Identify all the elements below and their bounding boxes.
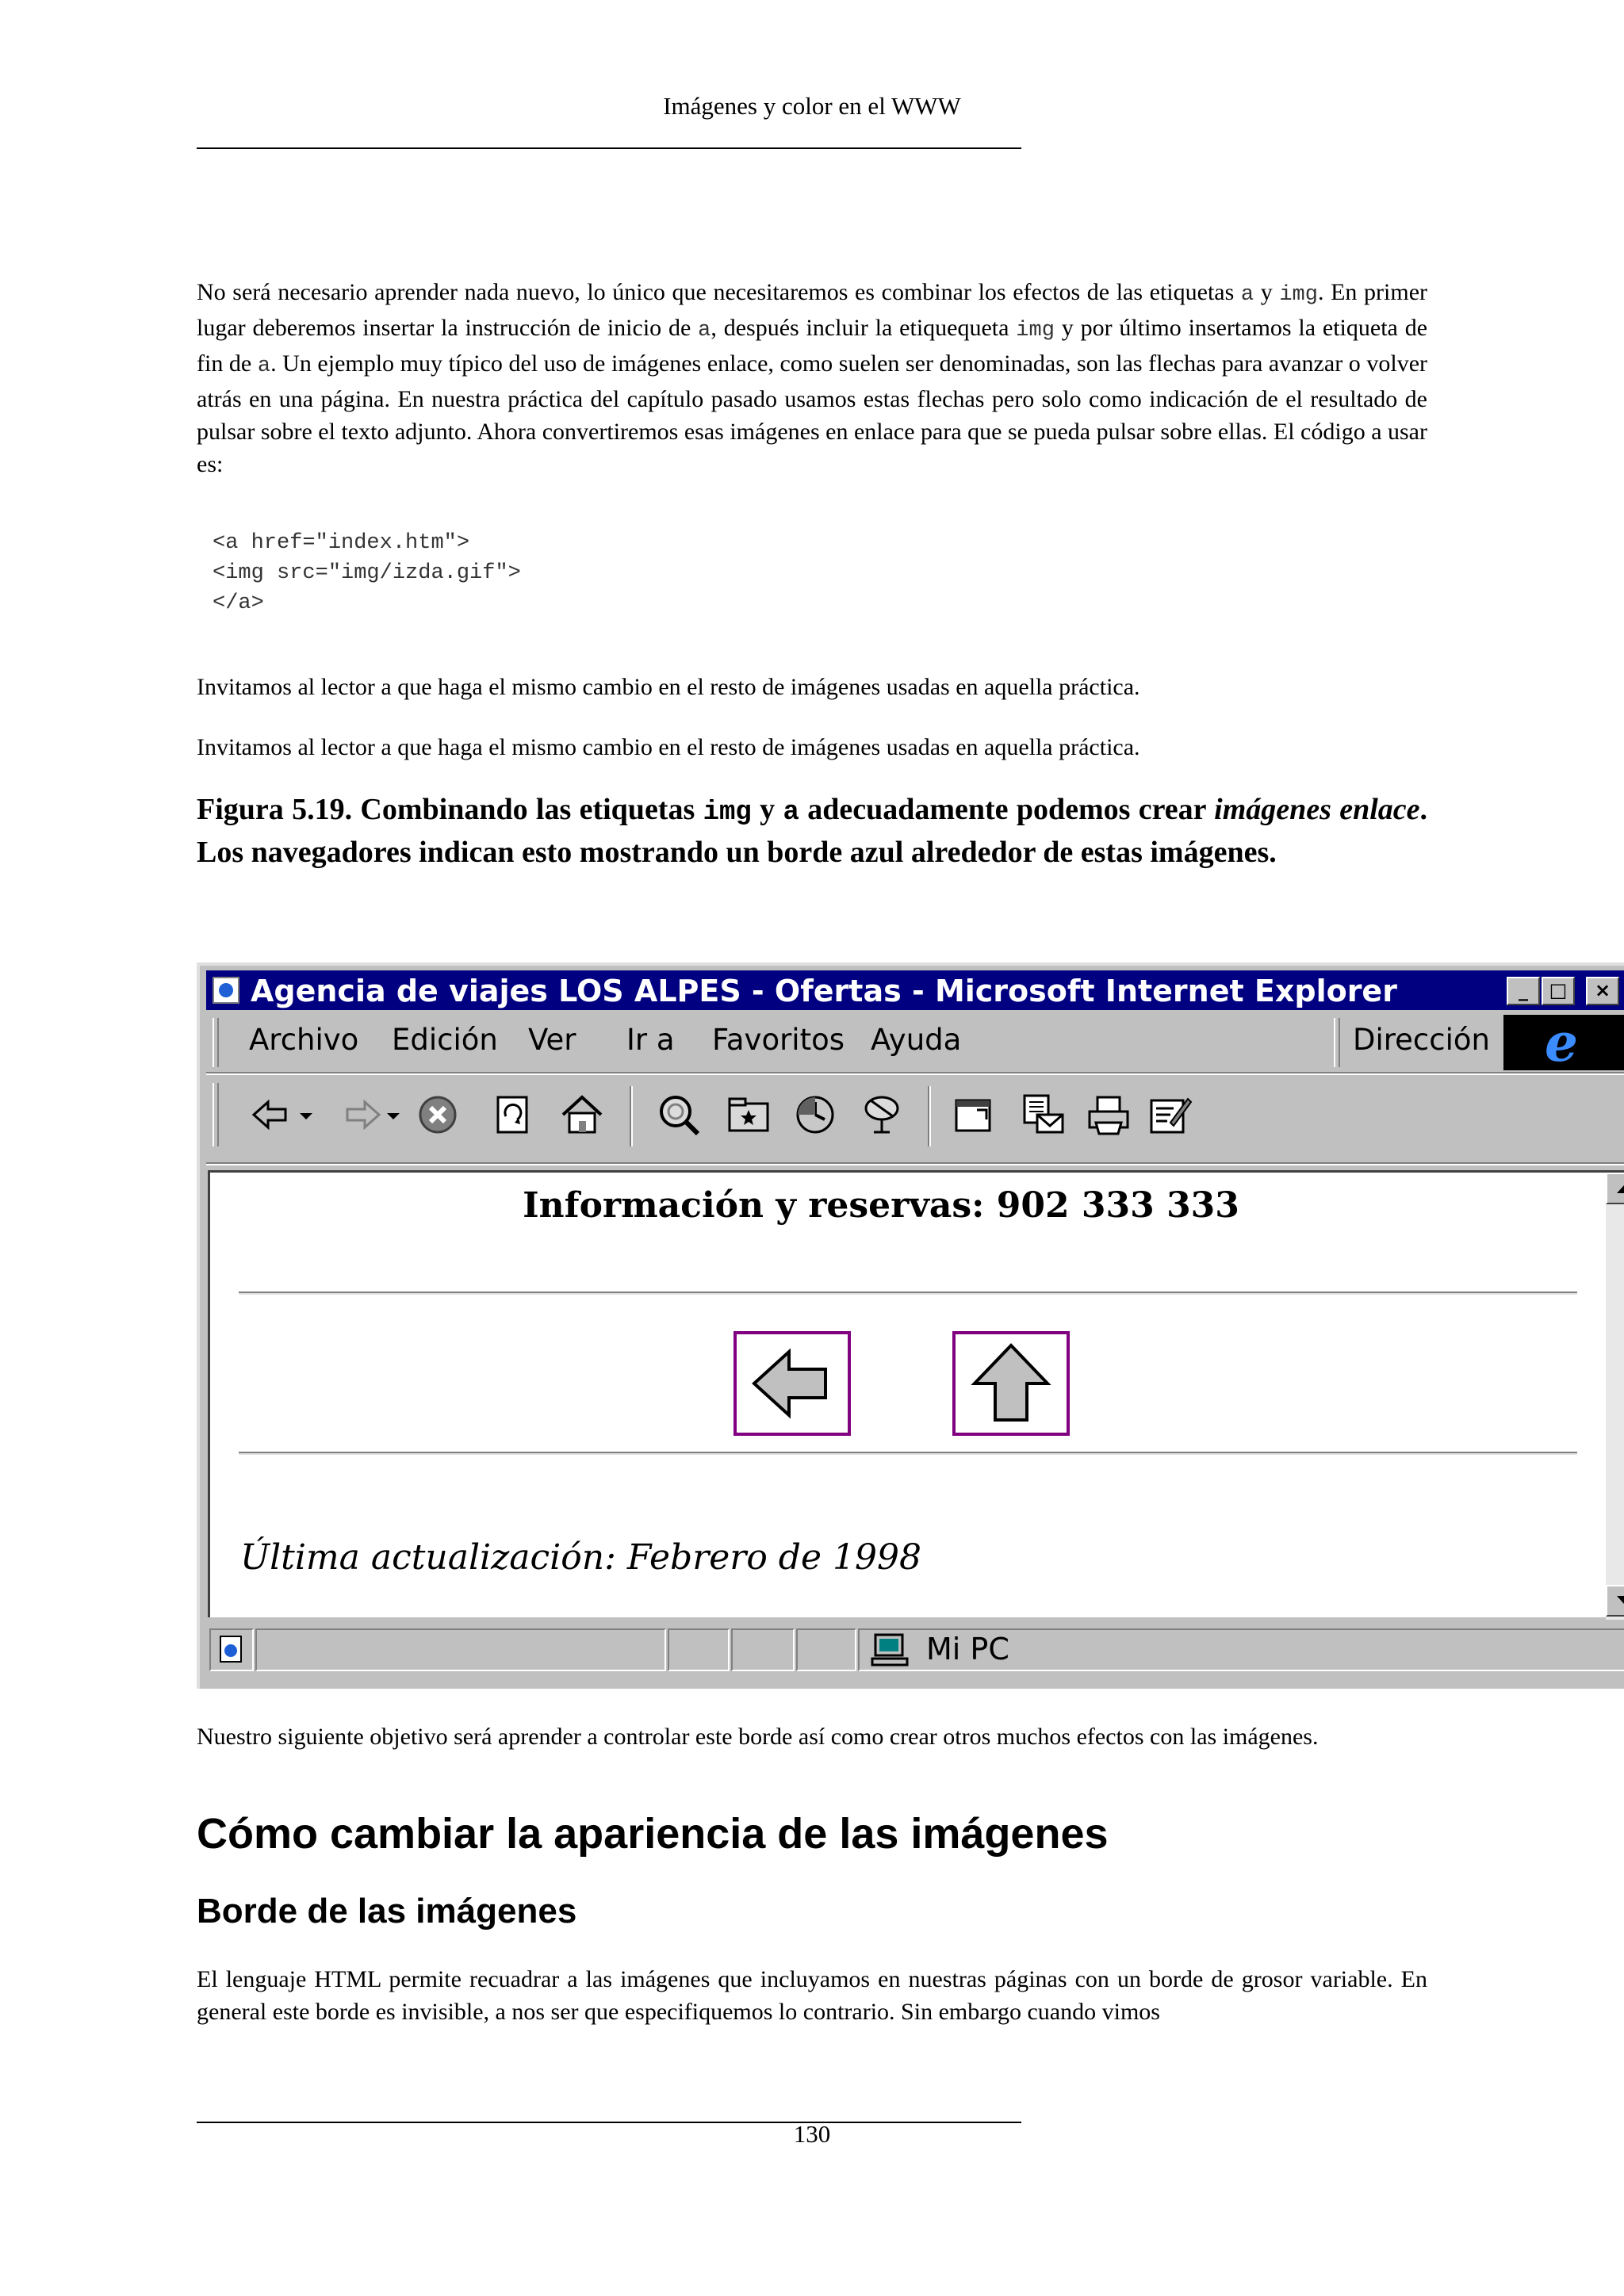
page-heading bbox=[210, 1185, 1624, 1226]
status-cell bbox=[668, 1628, 730, 1671]
toolbar-separator bbox=[630, 1086, 633, 1146]
toolbar bbox=[206, 1075, 1624, 1158]
section-title: Cómo cambiar la apariencia de las imágenes bbox=[197, 1810, 1109, 1858]
ie-logo-icon: e bbox=[1545, 1012, 1578, 1073]
inline-code: img bbox=[1016, 319, 1055, 342]
channels-icon[interactable] bbox=[858, 1091, 906, 1138]
page-viewport bbox=[208, 1170, 1624, 1617]
page-icon bbox=[216, 1633, 247, 1665]
status-page-icon-cell bbox=[209, 1628, 254, 1671]
back-arrow-link[interactable] bbox=[733, 1331, 851, 1436]
status-cell bbox=[796, 1628, 856, 1671]
forward-dropdown-icon[interactable] bbox=[384, 1091, 403, 1138]
scroll-up-button[interactable] bbox=[1606, 1173, 1624, 1204]
horizontal-rule bbox=[239, 1292, 1577, 1295]
menu-ayuda[interactable]: Ayuda bbox=[871, 1023, 962, 1057]
address-grip bbox=[1334, 1018, 1340, 1067]
address-label[interactable]: Dirección bbox=[1353, 1023, 1490, 1057]
search-icon[interactable] bbox=[655, 1091, 703, 1138]
print-icon[interactable] bbox=[1085, 1091, 1132, 1138]
subsection-body: El lenguaje HTML permite recuadrar a las imágenes que incluyamos en nuestras páginas con un borde de grosor variable. En general este borde es invisible, a nos ser que especifiquemos lo contrario. Sin embargo cuando vimos bbox=[197, 1966, 1427, 2025]
text-run: . En primer lugar deberemos insertar la instrucción de inicio de bbox=[197, 279, 1428, 341]
page-number: 130 bbox=[793, 2120, 831, 2148]
left-arrow-icon[interactable] bbox=[737, 1334, 848, 1433]
inline-code: a bbox=[698, 319, 711, 342]
intro-paragraph bbox=[197, 276, 1427, 480]
menu-ver[interactable]: Ver bbox=[528, 1023, 576, 1057]
text-run: No será necesario aprender nada nuevo, lo único que necesitaremos es combinar los efectos de las etiquetas bbox=[197, 279, 1235, 305]
back-icon[interactable] bbox=[249, 1091, 297, 1138]
vertical-scrollbar[interactable] bbox=[1606, 1173, 1624, 1620]
toolbar-grip bbox=[213, 1083, 219, 1146]
code-line: </a> bbox=[213, 591, 264, 615]
menu-bar bbox=[206, 1013, 1624, 1072]
window-title: Agencia de viajes LOS ALPES - Ofertas - Microsoft Internet Explorer bbox=[251, 974, 1397, 1008]
inline-code: a bbox=[1240, 283, 1254, 307]
status-cell bbox=[731, 1628, 795, 1671]
status-bar bbox=[206, 1625, 1624, 1676]
page-heading-text: Información y reservas: 902 333 333 bbox=[523, 1185, 1239, 1226]
scroll-down-button[interactable] bbox=[1606, 1585, 1624, 1617]
history-icon[interactable] bbox=[791, 1091, 839, 1138]
invite-paragraph-2: Invitamos al lector a que haga el mismo cambio en el resto de imágenes usadas en aquella práctica. bbox=[197, 734, 1140, 760]
mail-icon[interactable] bbox=[1020, 1091, 1067, 1138]
text-run: . Un ejemplo muy típico del uso de imágenes enlace, como suelen ser denominadas, son las flechas para avanzar o volver atrás en una página. En nuestra práctica del capítulo pasado usamos estas flechas pero solo como indicación de el resultado de pulsar sobre el texto adjunto. Ahora convertiremos esas imágenes en enlace para que se pueda pulsar sobre ellas. El código a usar es: bbox=[197, 350, 1428, 477]
up-arrow-icon[interactable] bbox=[956, 1334, 1067, 1433]
invite-paragraph-1: Invitamos al lector a que haga el mismo cambio en el resto de imágenes usadas en aquella práctica. bbox=[197, 674, 1140, 700]
stop-icon[interactable] bbox=[414, 1091, 462, 1138]
caption-code: a bbox=[783, 798, 799, 828]
inline-code: a bbox=[257, 354, 271, 378]
favorites-icon[interactable] bbox=[725, 1091, 772, 1138]
after-figure-paragraph: Nuestro siguiente objetivo será aprender a controlar este borde así como crear otros muchos efectos con las imágenes. bbox=[197, 1724, 1319, 1750]
ie-throbber bbox=[1503, 1012, 1624, 1073]
maximize-button[interactable]: □ bbox=[1542, 977, 1575, 1005]
title-bar bbox=[206, 970, 1624, 1010]
my-computer-icon bbox=[871, 1632, 910, 1668]
status-zone-text: Mi PC bbox=[926, 1632, 1009, 1667]
running-title: Imágenes y color en el WWW bbox=[663, 92, 961, 120]
code-line: <a href="index.htm"> bbox=[213, 531, 470, 555]
figure-caption bbox=[197, 790, 1427, 872]
caption-text: y bbox=[760, 793, 776, 826]
menu-edicion[interactable]: Edición bbox=[392, 1023, 498, 1057]
menu-favoritos[interactable]: Favoritos bbox=[712, 1023, 845, 1057]
browser-screenshot bbox=[197, 962, 1624, 1689]
text-run: y bbox=[1260, 279, 1273, 305]
figure-label: Figura 5.19. bbox=[197, 793, 353, 826]
horizontal-rule bbox=[239, 1452, 1577, 1455]
text-run: , después incluir la etiquequeta bbox=[710, 315, 1009, 341]
header-rule bbox=[197, 147, 1021, 149]
fullscreen-icon[interactable] bbox=[950, 1091, 998, 1138]
caption-text: Combinando las etiquetas bbox=[360, 793, 695, 826]
inline-code: img bbox=[1279, 283, 1318, 307]
scroll-up-icon bbox=[1607, 1174, 1624, 1203]
minimize-button[interactable]: _ bbox=[1507, 977, 1540, 1005]
text-run: y por último insertamos la etiqueta de fin de bbox=[197, 315, 1428, 377]
toolbar-separator-bottom bbox=[206, 1162, 1624, 1165]
close-button[interactable]: × bbox=[1586, 977, 1619, 1005]
caption-italic: imágenes enlace bbox=[1214, 793, 1420, 826]
last-update: Última actualización: Febrero de 1998 bbox=[240, 1537, 921, 1578]
code-line: <img src="img/izda.gif"> bbox=[213, 561, 521, 585]
caption-text: . Los navegadores indican esto mostrando un borde azul alrededor de estas imágenes. bbox=[197, 793, 1428, 869]
up-arrow-link[interactable] bbox=[952, 1331, 1070, 1436]
ie-window-icon bbox=[213, 977, 239, 1004]
scroll-down-icon bbox=[1607, 1586, 1624, 1615]
back-dropdown-icon[interactable] bbox=[297, 1091, 316, 1138]
menu-ir-a[interactable]: Ir a bbox=[626, 1023, 675, 1057]
edit-icon[interactable] bbox=[1147, 1091, 1194, 1138]
caption-text: adecuadamente podemos crear bbox=[807, 793, 1206, 826]
code-block bbox=[213, 528, 521, 618]
caption-code: img bbox=[703, 798, 752, 828]
refresh-icon[interactable] bbox=[488, 1091, 536, 1138]
forward-icon[interactable] bbox=[336, 1091, 384, 1138]
menu-grip bbox=[213, 1018, 219, 1067]
home-icon[interactable] bbox=[558, 1091, 606, 1138]
toolbar-separator bbox=[928, 1086, 931, 1146]
status-message-cell bbox=[255, 1628, 666, 1671]
menu-archivo[interactable]: Archivo bbox=[249, 1023, 359, 1057]
subsection-title: Borde de las imágenes bbox=[197, 1892, 577, 1931]
